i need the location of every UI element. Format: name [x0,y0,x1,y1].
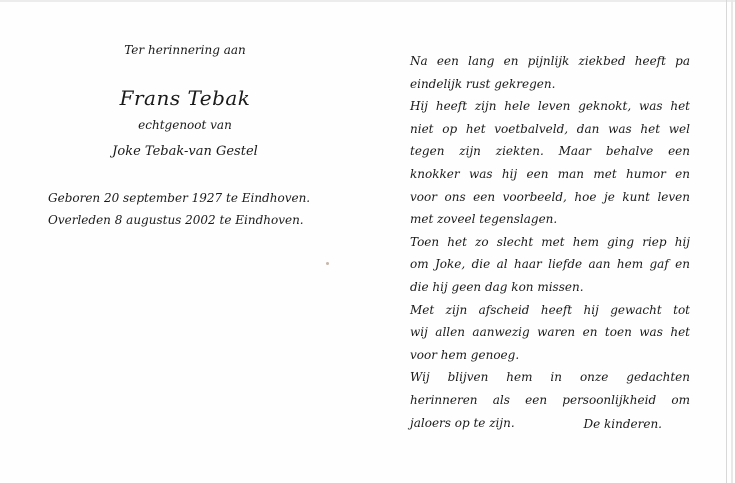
deceased-name: Frans Tebak [119,86,251,110]
right-panel [410,50,690,434]
text-line: Wij blijven hem in onze gedachten [410,370,690,385]
spouse-name: Joke Tebak-van Gestel [112,144,258,159]
death-date: Overleden 8 augustus 2002 te Eindhoven. [48,213,304,227]
life-dates [40,187,330,231]
left-panel [40,40,330,231]
text-line: Na een lang en pijnlijk ziekbed heeft pa [410,54,690,68]
card-top-edge [0,0,735,2]
signoff: De kinderen. [583,417,662,431]
text-line: voor hem genoeg. [410,347,520,362]
text-line: knokker was hij een man met humor en [410,166,690,181]
card-right-border [731,0,733,483]
text-line: om Joke, die al haar liefde aan hem gaf en [410,257,690,272]
text-line: jaloers op te zijn. [410,415,515,430]
text-line: tegen zijn ziekten. Maar behalve een [410,144,690,159]
text-line: die hij geen dag kon missen. [410,279,584,294]
text-line: eindelijk rust gekregen. [410,76,556,91]
card-right-edge [726,0,727,483]
text-line: niet op het voetbalveld, dan was het wel [410,121,690,136]
spouse-intro: echtgenoot van [138,118,232,132]
fold-mark [326,262,329,265]
birth-date: Geboren 20 september 1927 te Eindhoven. [48,191,311,205]
text-line: wij allen aanwezig waren en toen was het [410,325,690,340]
text-line: Met zijn afscheid heeft hij gewacht tot [410,302,690,317]
text-line: met zoveel tegenslagen. [410,212,558,227]
text-line: herinneren als een persoonlijkheid om [410,392,690,407]
text-line: Hij heeft zijn hele leven geknokt, was het [410,99,690,114]
text-line: voor ons een voorbeeld, hoe je kunt leven [410,189,690,204]
intro-text: Ter herinnering aan [124,43,246,57]
text-line: Toen het zo slecht met hem ging riep hij [410,234,690,249]
